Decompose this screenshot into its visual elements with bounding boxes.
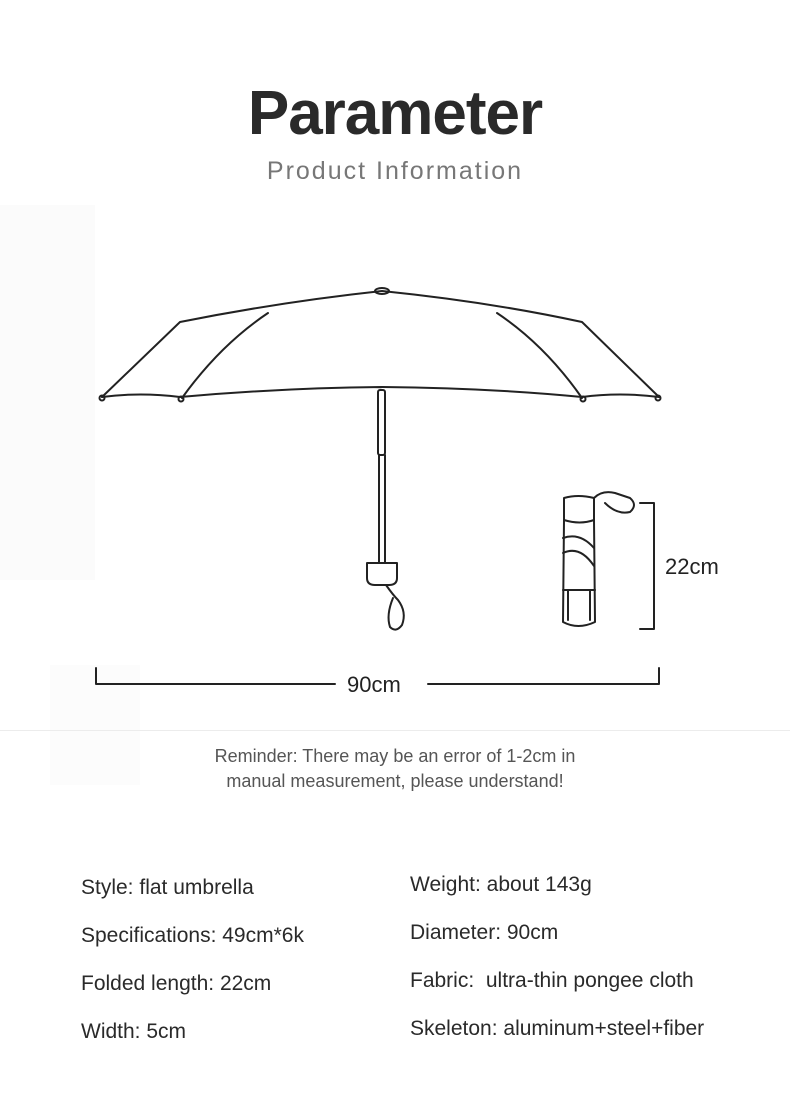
- spec-specifications: [81, 924, 304, 948]
- spec-value: 22cm: [219, 972, 272, 995]
- reminder-line-2: manual measurement, please understand!: [226, 771, 564, 791]
- umbrella-handle: [367, 563, 397, 585]
- folded-umbrella: [563, 492, 634, 626]
- open-umbrella-canopy: [102, 291, 659, 397]
- spec-value: flat umbrella: [139, 876, 254, 899]
- spec-label: Diameter:: [410, 921, 502, 944]
- spec-weight: [410, 873, 592, 897]
- width-dimension-label: 90cm: [341, 672, 407, 698]
- canopy-inner-ribs: [182, 313, 582, 398]
- spec-label: Style:: [81, 876, 134, 899]
- folded-umbrella-strap: [594, 492, 634, 512]
- reminder-line-1: Reminder: There may be an error of 1-2cm in: [214, 746, 576, 766]
- page-subtitle: Product Information: [266, 157, 524, 185]
- measurement-reminder: [0, 744, 790, 794]
- canopy-tip: [179, 397, 184, 402]
- canopy-tip: [581, 397, 586, 402]
- section-divider: [0, 730, 790, 731]
- spec-value: aluminum+steel+fiber: [503, 1017, 705, 1040]
- spec-label: Weight:: [410, 873, 481, 896]
- spec-value: ultra-thin pongee cloth: [480, 969, 694, 992]
- spec-value: 5cm: [146, 1020, 187, 1043]
- spec-value: 49cm*6k: [222, 924, 304, 947]
- spec-style: [81, 876, 254, 900]
- umbrella-strap: [386, 585, 404, 630]
- page-title: Parameter: [247, 79, 543, 148]
- spec-label: Width:: [81, 1020, 141, 1043]
- spec-value: about 143g: [486, 873, 592, 896]
- spec-label: Folded length:: [81, 972, 215, 995]
- spec-label: Specifications:: [81, 924, 217, 947]
- canopy-tip: [100, 396, 105, 401]
- spec-diameter: [410, 921, 558, 945]
- spec-label: Fabric:: [410, 969, 475, 992]
- spec-fabric: [410, 969, 694, 993]
- spec-folded-length: [81, 972, 271, 996]
- folded-length-dimension-label: 22cm: [665, 554, 719, 579]
- spec-label: Skeleton:: [410, 1017, 498, 1040]
- umbrella-shaft-upper: [378, 390, 385, 455]
- folded-length-dimension-line: [640, 503, 654, 629]
- spec-width: [81, 1020, 186, 1044]
- canopy-tip: [656, 396, 661, 401]
- spec-value: 90cm: [506, 921, 559, 944]
- spec-skeleton: [410, 1017, 704, 1041]
